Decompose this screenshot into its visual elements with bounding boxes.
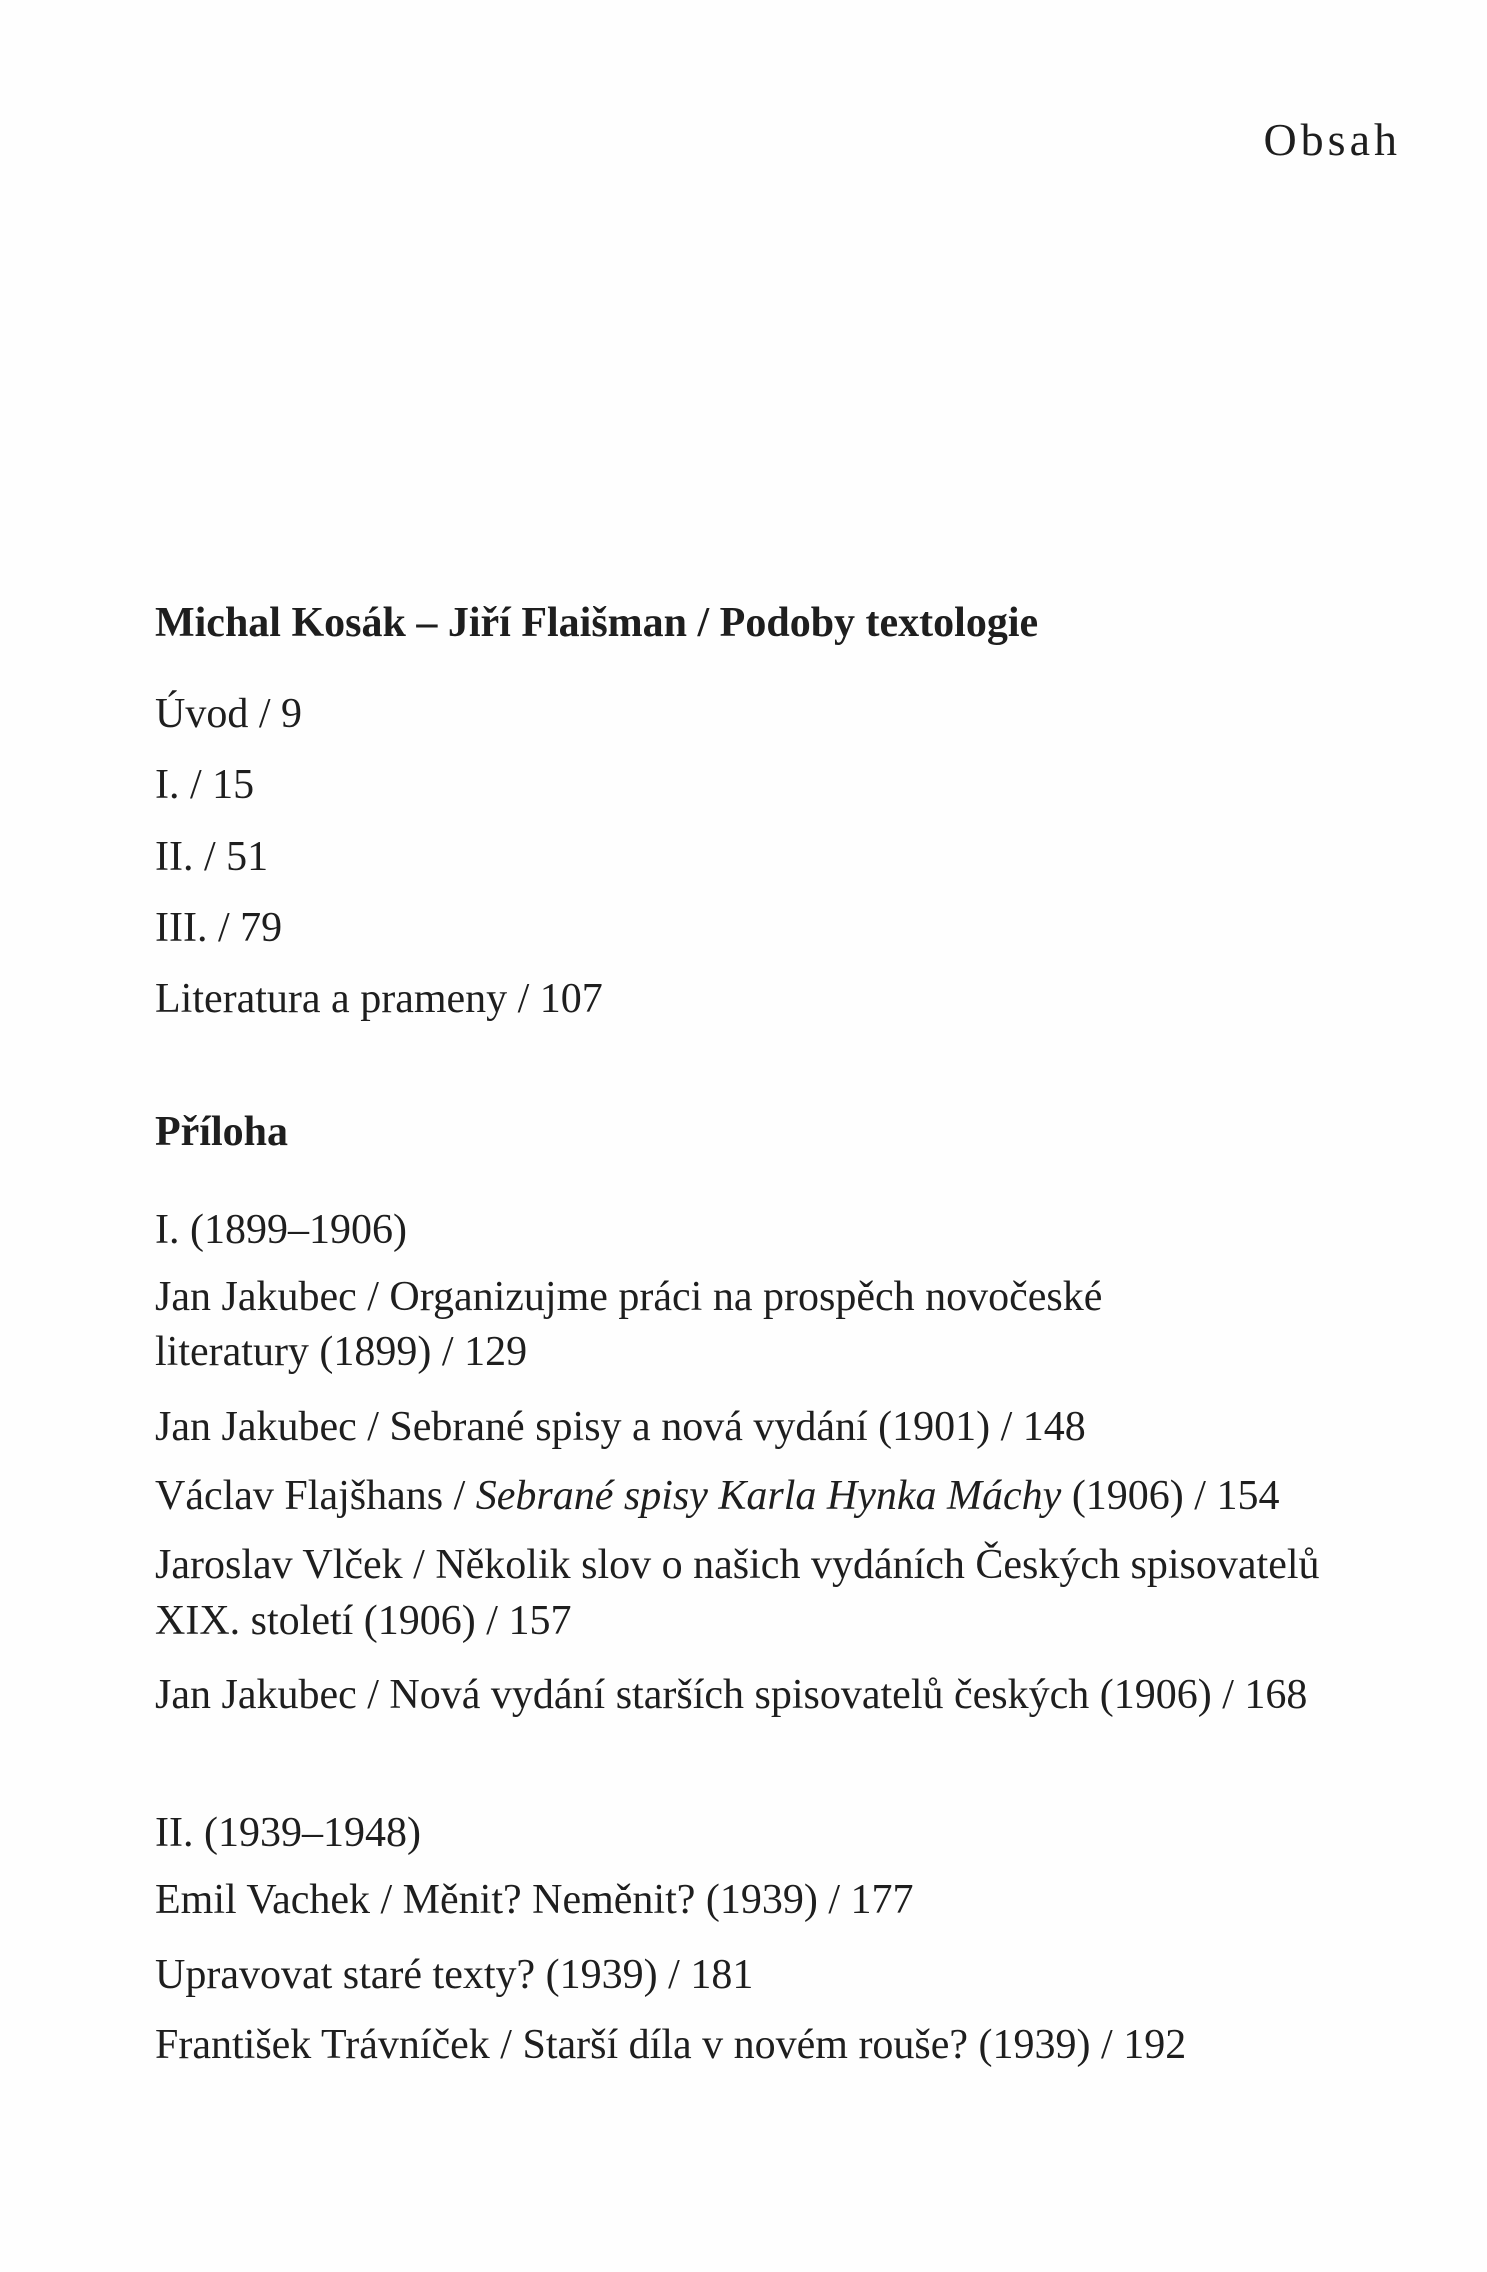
toc-entry: Jan Jakubec / Nová vydání starších spisovatelů českých (1906) / 168 <box>155 1672 1308 1718</box>
toc-entry: III. / 79 <box>155 905 283 951</box>
appendix-part-title: I. (1899–1906) <box>155 1207 407 1253</box>
toc-entry: Jan Jakubec / Sebrané spisy a nová vydání (1901) / 148 <box>155 1404 1086 1450</box>
toc-entry-italic-title: Sebrané spisy Karla Hynka Máchy <box>475 1473 1062 1519</box>
toc-entry: Jan Jakubec / Organizujme práci na prospěch novočeské <box>155 1274 1103 1320</box>
toc-entry-continuation: literatury (1899) / 129 <box>155 1329 528 1375</box>
toc-entry: II. / 51 <box>155 834 269 880</box>
toc-entry: Literatura a prameny / 107 <box>155 976 603 1022</box>
toc-entry: I. / 15 <box>155 762 255 808</box>
toc-entry: Upravovat staré texty? (1939) / 181 <box>155 1952 754 1998</box>
toc-entry: Úvod / 9 <box>155 691 302 737</box>
toc-entry <box>155 1471 1279 1521</box>
toc-entry: Emil Vachek / Měnit? Neměnit? (1939) / 177 <box>155 1877 914 1923</box>
toc-entry: František Trávníček / Starší díla v novém rouše? (1939) / 192 <box>155 2022 1187 2068</box>
appendix-title: Příloha <box>155 1109 288 1155</box>
appendix-part-title: II. (1939–1948) <box>155 1810 421 1856</box>
section-title: Michal Kosák – Jiří Flaišman / Podoby textologie <box>155 600 1039 646</box>
toc-entry-suffix: (1906) / 154 <box>1061 1473 1280 1519</box>
page-header-title: Obsah <box>1263 114 1401 165</box>
toc-entry: Jaroslav Vlček / Několik slov o našich vydáních Českých spisovatelů <box>155 1542 1320 1588</box>
toc-entry-author: Václav Flajšhans / <box>155 1473 476 1519</box>
toc-entry-continuation: XIX. století (1906) / 157 <box>155 1598 572 1644</box>
